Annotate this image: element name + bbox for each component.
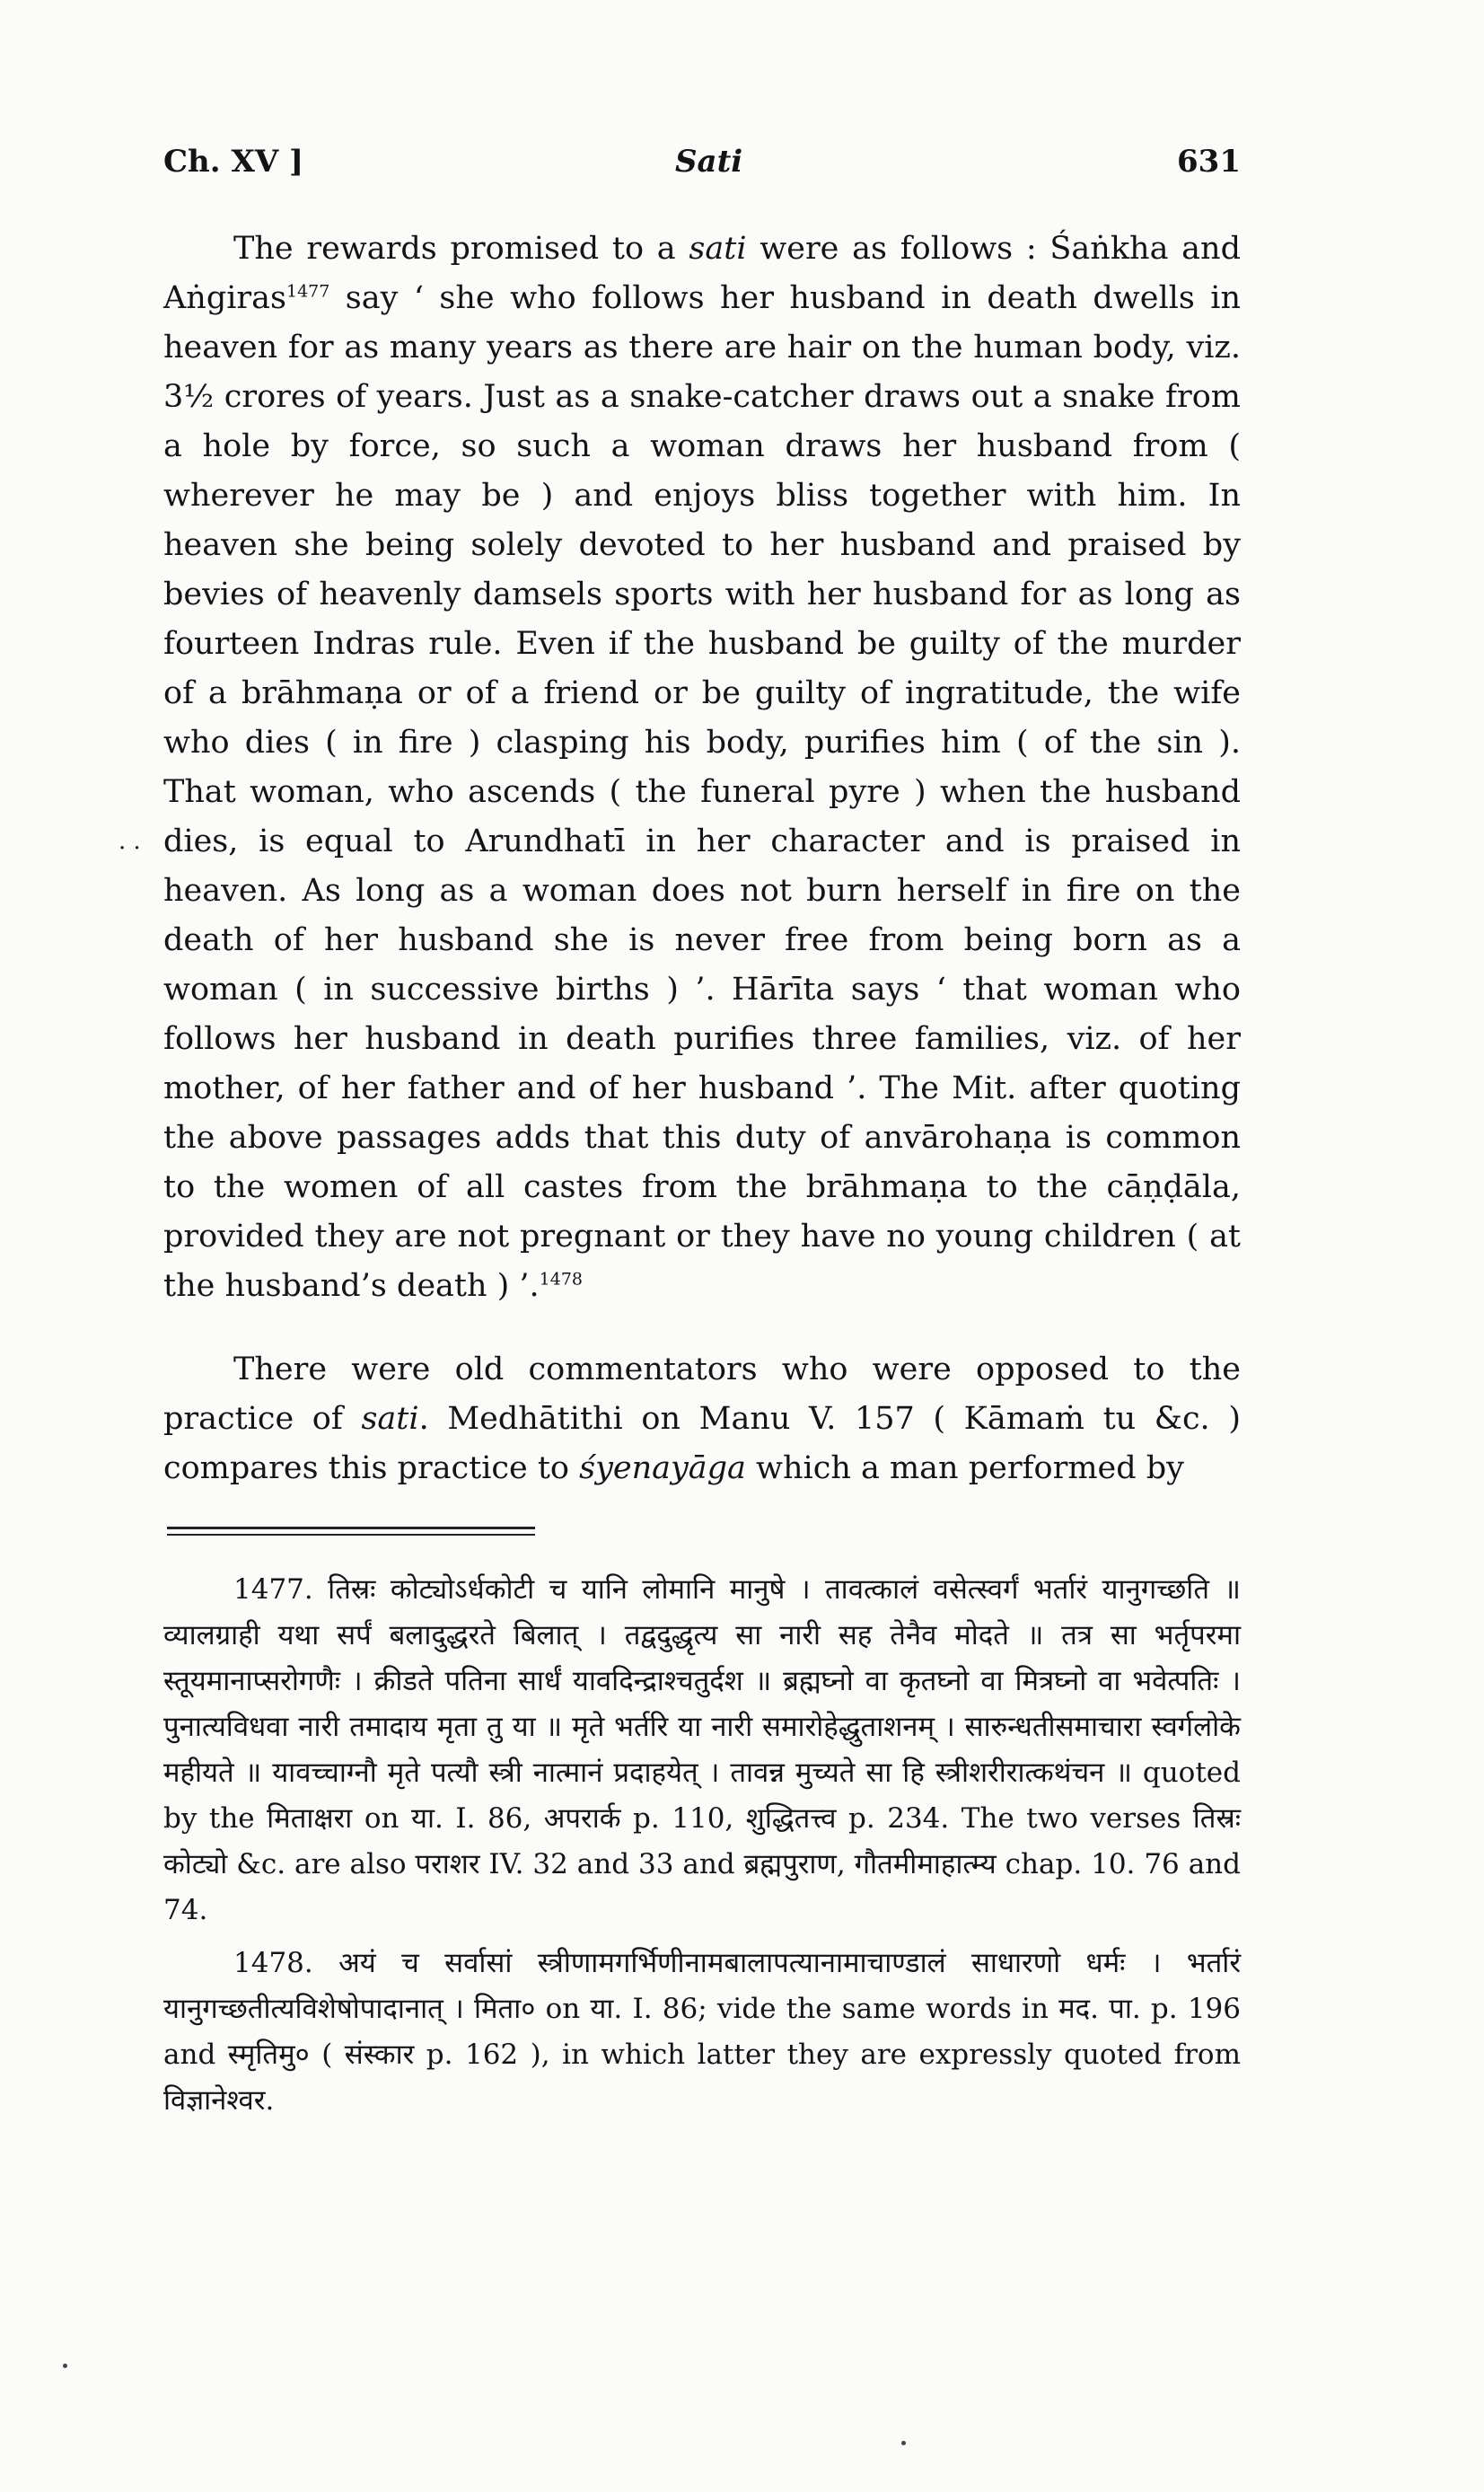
paragraph-rewards xyxy=(163,225,1241,1311)
running-title: Sati xyxy=(675,144,743,180)
italic-term: sati xyxy=(361,1401,419,1437)
footnote-ref-1478: 1478 xyxy=(539,1269,584,1290)
footnote-ref-1477: 1477 xyxy=(285,281,330,302)
italic-term: śyenayāga xyxy=(579,1450,746,1486)
paragraph-commentators xyxy=(163,1345,1241,1493)
footnote-divider xyxy=(167,1527,535,1529)
text-run: There were old commentators who were opposed to the practice of xyxy=(163,1352,1241,1437)
text-run: . Medhātithi on Manu V. 157 ( Kāmaṁ tu &c. ) compares this practice to xyxy=(163,1401,1241,1486)
text-run: The rewards promised to a xyxy=(233,231,689,267)
chapter-label: Ch. XV ] xyxy=(163,144,304,180)
speck xyxy=(63,2364,67,2368)
text-run: were as follows : Śaṅkha and Aṅgiras xyxy=(163,231,1241,316)
footnotes xyxy=(163,1567,1241,2124)
footnote-divider-second xyxy=(167,1534,535,1536)
margin-mark: · · xyxy=(119,835,141,862)
running-header xyxy=(163,144,1241,190)
footnote-1478: 1478. अयं च सर्वासां स्त्रीणामगर्भिणीनामबालापत्यानामाचाण्डालं साधारणो धर्मः । भर्तारं यानुगच्छतीत्यविशेषोपादानात् । मिता० on या. I. 86; vide the same words in मद. पा. p. 196 and स्मृतिमु० ( संस्कार p. 162 ), in which latter they are expressly quoted from विज्ञानेश्वर. xyxy=(163,1947,1241,2117)
text-run: which a man performed by xyxy=(745,1450,1184,1486)
main-text xyxy=(163,225,1241,1493)
page-number: 631 xyxy=(1177,144,1241,180)
italic-term: sati xyxy=(689,231,747,267)
speck xyxy=(901,2441,906,2445)
footnote-1477: 1477. तिस्रः कोट्योऽर्धकोटी च यानि लोमानि मानुषे । तावत्कालं वसेत्स्वर्गं भर्तारं यानुगच्छति ॥ व्यालग्राही यथा सर्पं बलादुद्धरते बिलात् । तद्वदुद्धृत्य सा नारी सह तेनैव मोदते ॥ तत्र सा भर्तृपरमा स्तूयमानाप्सरोगणैः । क्रीडते पतिना सार्धं यावदिन्द्राश्चतुर्दश ॥ ब्रह्मघ्नो वा कृतघ्नो वा मित्रघ्नो वा भवेत्पतिः । पुनात्यविधवा नारी तमादाय मृता तु या ॥ मृते भर्तरि या नारी समारोहेद्धुताशनम् । सारुन्धतीसमाचारा स्वर्गलोके महीयते ॥ यावच्चाग्नौ मृते पत्यौ स्त्री नात्मानं प्रदाहयेत् । तावन्न मुच्यते सा हि स्त्रीशरीरात्कथंचन ॥ quoted by the मिताक्षरा on या. I. 86, अपरार्क p. 110, शुद्धितत्त्व p. 234. The two verses तिस्रः कोट्यो &c. are also पराशर IV. 32 and 33 and ब्रह्मपुराण, गौतमीमाहात्म्य chap. 10. 76 and 74. xyxy=(163,1573,1241,1926)
text-run: say ‘ she who follows her husband in death dwells in heaven for as many years as there are hair on the human body, viz. 3½ crores of years. Just as a snake-catcher draws out a snake from a hole by force, so such a woman draws her husband from ( wherever he may be ) and enjoys bliss together with him. In heaven she being solely devoted to her husband and praised by bevies of heavenly damsels sports with her husband for as long as fourteen Indras rule. Even if the husband be guilty of the murder of a brāhmaṇa or of a friend or be guilty of ingratitude, the wife who dies ( in fire ) clasping his body, purifies him ( of the sin ). That woman, who ascends ( the funeral pyre ) when the husband dies, is equal to Arundhatī in her character and is praised in heaven. As long as a woman does not burn herself in fire on the death of her husband she is never free from being born as a woman ( in successive births ) ’. Hārīta says ‘ that woman who follows her husband in death purifies three families, viz. of her mother, of her father and of her husband ’. The Mit. after quoting the above passages adds that this duty of anvārohaṇa is common to the women of all castes from the brāhmaṇa to the cāṇḍāla, provided they are not pregnant or they have no young children ( at the husband’s death ) ’. xyxy=(163,280,1241,1304)
